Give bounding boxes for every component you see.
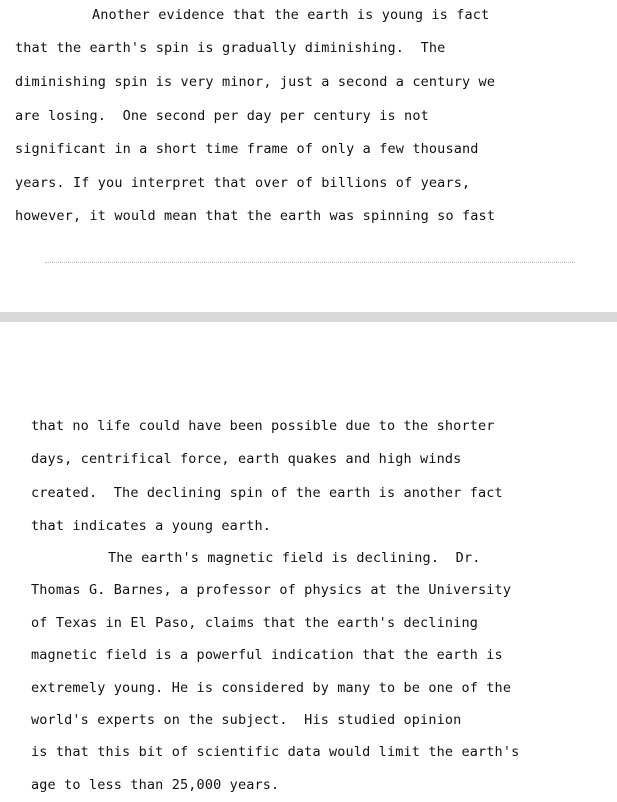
text-line: magnetic field is a powerful indication that the earth is [31,647,503,663]
page-separator [0,312,617,322]
text-line: significant in a short time frame of only a few thousand [15,141,479,157]
text-line: are losing. One second per day per century is not [15,108,429,124]
document-page-1 [0,0,617,312]
page-bottom-dots [45,262,575,264]
text-line: world's experts on the subject. His studied opinion [31,712,462,728]
text-line: The earth's magnetic field is declining. Dr. [108,550,481,566]
text-line: created. The declining spin of the earth is another fact [31,485,503,501]
document-page-2 [0,322,617,802]
text-line: that the earth's spin is gradually diminishing. The [15,40,446,56]
text-line: days, centrifical force, earth quakes and high winds [31,451,462,467]
text-line: is that this bit of scientific data would limit the earth's [31,744,520,760]
text-line: diminishing spin is very minor, just a second a century we [15,74,496,90]
text-line: Thomas G. Barnes, a professor of physics at the University [31,582,512,598]
text-line: Another evidence that the earth is young is fact [92,7,490,23]
text-line: extremely young. He is considered by many to be one of the [31,680,512,696]
text-line: years. If you interpret that over of billions of years, [15,175,471,191]
text-line: that no life could have been possible due to the shorter [31,418,495,434]
text-line: of Texas in El Paso, claims that the earth's declining [31,615,478,631]
text-line: that indicates a young earth. [31,518,272,534]
text-line: however, it would mean that the earth was spinning so fast [15,208,496,224]
text-line: age to less than 25,000 years. [31,777,280,793]
